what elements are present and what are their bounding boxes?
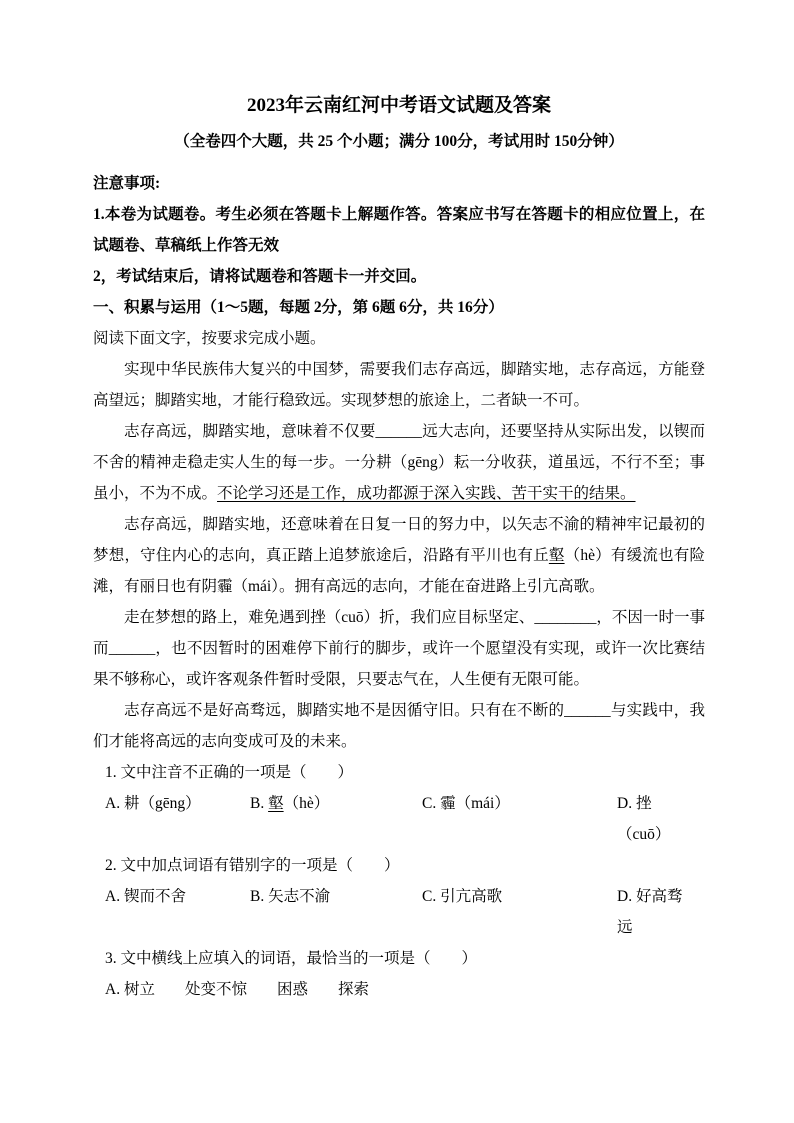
question-2-stem: 2. 文中加点词语有错别字的一项是（ ） — [105, 857, 400, 874]
underlined-sentence: 不论学习还是工作，成功都源于深入实践、苦干实干的结果。 — [217, 485, 636, 502]
question-2-option-c: C. 引亢高歌 — [422, 888, 503, 905]
question-2-option-d: D. 好高骛远 — [617, 888, 683, 936]
question-3-options — [93, 974, 705, 1005]
paragraph-3-text-a: 志存高远，脚踏实地，还意味着在日复一日的努力中，以矢志不渝的精神牢记最初的梦想，守住内心的志向，真正踏上追梦旅途后，沿路有平川也有丘 — [93, 516, 705, 564]
question-3-option-a-word-3: 困惑 — [276, 981, 308, 998]
question-1-stem: 1. 文中注音不正确的一项是（ ） — [105, 764, 354, 781]
option-b-underlined-char: 壑 — [268, 795, 284, 812]
paragraph-2-text: 志存高远，脚踏实地，意味着不仅要______远大志向，还要坚持从实际出发，以锲而不舍的精神走稳走实人生的每一步。一分耕（gēng）耘一分收获，道虽远，不行不至；事虽小，不为不成。 — [93, 423, 705, 502]
question-3-option-a-word-4: 探索 — [337, 981, 369, 998]
passage-paragraph-3 — [93, 509, 705, 602]
question-2-options — [93, 881, 705, 943]
question-1-options — [93, 788, 705, 850]
passage-paragraph-2 — [93, 416, 705, 509]
passage-paragraph-4: 走在梦想的路上，难免遇到挫（cuō）折，我们应目标坚定、________，不因一时一事而______，也不因暂时的困难停下前行的脚步，或许一个愿望没有实现，或许一次比赛结果不够称心，或许客观条件暂时受限，只要志气在，人生便有无限可能。 — [93, 609, 705, 688]
question-1-option-a: A. 耕（gēng） — [105, 795, 201, 812]
passage-paragraph-5: 志存高远不是好高骛远，脚踏实地不是因循守旧。只有在不断的______与实践中，我们才能将高远的志向变成可及的未来。 — [93, 702, 705, 750]
reading-intro: 阅读下面文字，按要求完成小题。 — [93, 330, 326, 347]
question-3-option-a-label: A. 树立 — [105, 981, 155, 998]
paragraph-3-text-b: （hè）有缓流也有险滩，有丽日也有阴霾（mái）。拥有高远的志向，才能在奋进路上引亢高歌。 — [93, 547, 705, 595]
notice-item-1: 1.本卷为试题卷。考生必须在答题卡上解题作答。答案应书写在答题卡的相应位置上，在试题卷、草稿纸上作答无效 — [93, 206, 705, 254]
question-3-option-a-word-2: 处变不惊 — [184, 981, 247, 998]
notice-label: 注意事项: — [93, 175, 161, 192]
underlined-char-he: 壑 — [548, 547, 565, 564]
section-heading: 一、积累与运用（1～5题，每题 2分，第 6题 6分，共 16分） — [93, 299, 504, 316]
question-2-option-b: B. 矢志不渝 — [250, 888, 331, 905]
question-3-stem: 3. 文中横线上应填入的词语，最恰当的一项是（ ） — [105, 950, 478, 967]
option-b-pinyin: （hè） — [283, 795, 330, 812]
option-b-label: B. — [250, 795, 269, 812]
question-1-option-c: C. 霾（mái） — [422, 795, 510, 812]
page-subtitle: （全卷四个大题，共 25 个小题；满分 100分，考试用时 150分钟） — [174, 133, 624, 150]
question-2-option-a: A. 锲而不舍 — [105, 888, 186, 905]
page-title: 2023年云南红河中考语文试题及答案 — [246, 95, 551, 116]
question-1-option-d: D. 挫（cuō） — [617, 795, 671, 843]
notice-item-2: 2，考试结束后，请将试题卷和答题卡一并交回。 — [93, 268, 427, 285]
passage-paragraph-1: 实现中华民族伟大复兴的中国梦，需要我们志存高远，脚踏实地，志存高远，方能登高望远；脚踏实地，才能行稳致远。实现梦想的旅途上，二者缺一不可。 — [93, 361, 705, 409]
question-1-option-b — [250, 788, 422, 850]
